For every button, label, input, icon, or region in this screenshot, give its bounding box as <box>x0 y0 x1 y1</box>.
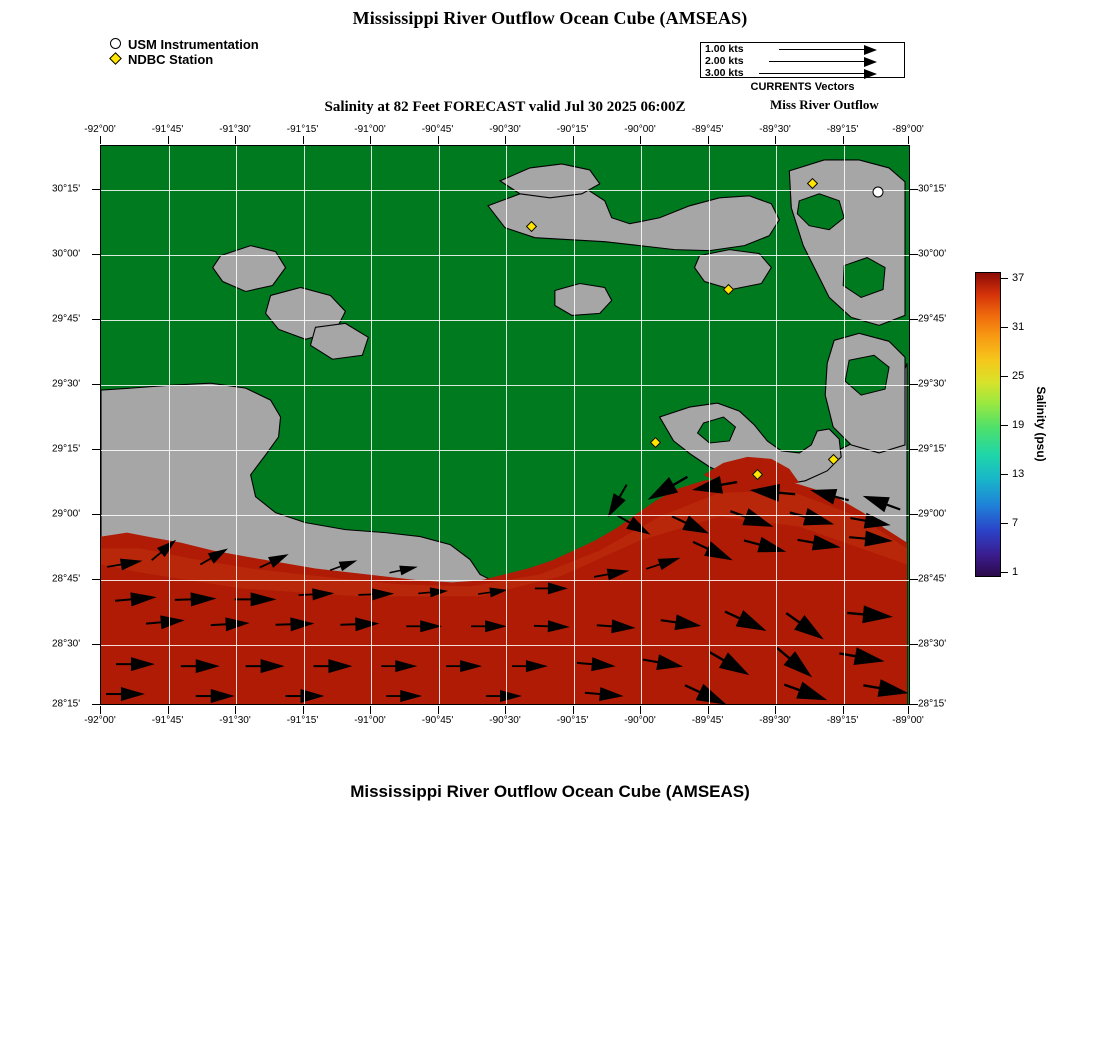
lon-tick-top: -89°45' <box>691 124 724 135</box>
lon-tick-top: -89°30' <box>759 124 791 135</box>
tickmark <box>92 384 100 385</box>
tickmark <box>92 514 100 515</box>
lat-tick-right: 29°30' <box>918 378 947 390</box>
gridline-vertical <box>776 146 777 704</box>
tickmark <box>168 136 169 144</box>
tickmark <box>708 136 709 144</box>
vector-arrowhead-1 <box>864 45 877 55</box>
tickmark <box>92 579 100 580</box>
lat-tick-left: 28°15' <box>52 698 81 710</box>
tickmark <box>92 704 100 705</box>
gridline-horizontal <box>101 255 909 256</box>
lon-tick-bottom: -91°00' <box>354 715 386 726</box>
colorbar-title: Salinity (psu) <box>1034 386 1048 462</box>
map-legend <box>108 37 259 67</box>
lon-tick-bottom: -90°15' <box>556 715 589 726</box>
gridline-horizontal <box>101 645 909 646</box>
outflow-label: Miss River Outflow <box>770 97 879 112</box>
ndbc-station-marker[interactable] <box>650 437 661 448</box>
tickmark <box>303 136 304 144</box>
lon-tick-bottom: -91°45' <box>151 715 184 726</box>
vector-line-3 <box>759 73 864 74</box>
vector-arrowhead-2 <box>864 57 877 67</box>
usm-instrumentation-marker[interactable] <box>873 187 884 198</box>
colorbar-tick-label: 37 <box>1012 272 1025 284</box>
lon-tick-top: -90°15' <box>556 124 589 135</box>
lat-tick-right: 29°15' <box>918 443 947 455</box>
colorbar-tick-label: 1 <box>1012 566 1019 578</box>
vector-key-caption: CURRENTS Vectors <box>750 81 855 93</box>
tickmark <box>370 706 371 714</box>
lat-tick-left: 29°00' <box>52 508 81 520</box>
tickmark <box>92 644 100 645</box>
lon-tick-top: -90°00' <box>624 124 656 135</box>
ndbc-station-marker[interactable] <box>723 284 734 295</box>
tickmark <box>910 319 918 320</box>
lat-tick-left: 29°45' <box>52 313 81 325</box>
footer-title: Mississippi River Outflow Ocean Cube (AMSEAS) <box>350 782 750 801</box>
vector-arrowhead-3 <box>864 69 877 79</box>
gridline-vertical <box>709 146 710 704</box>
tickmark <box>910 514 918 515</box>
lon-tick-top: -90°30' <box>489 124 521 135</box>
salinity-colorbar <box>975 272 1095 584</box>
gridline-vertical <box>574 146 575 704</box>
ndbc-station-marker[interactable] <box>807 178 818 189</box>
lat-tick-right: 28°30' <box>918 638 947 650</box>
ndbc-station-marker[interactable] <box>828 454 839 465</box>
vector-key-label-3: 3.00 kts <box>705 67 744 79</box>
gridline-vertical <box>169 146 170 704</box>
vector-key-row-3 <box>701 67 904 79</box>
lat-tick-left: 29°15' <box>52 443 81 455</box>
tickmark <box>100 136 101 144</box>
gridline-horizontal <box>101 190 909 191</box>
tickmark <box>92 449 100 450</box>
tickmark <box>370 136 371 144</box>
gridline-horizontal <box>101 450 909 451</box>
colorbar-tick-label: 31 <box>1012 321 1025 333</box>
lat-tick-left: 30°15' <box>52 183 81 195</box>
tickmark <box>438 706 439 714</box>
tickmark <box>573 136 574 144</box>
lon-tick-bottom: -90°00' <box>624 715 656 726</box>
tickmark <box>100 706 101 714</box>
ndbc-station-marker[interactable] <box>526 221 537 232</box>
gridline-vertical <box>506 146 507 704</box>
gridline-vertical <box>439 146 440 704</box>
gridline-vertical <box>304 146 305 704</box>
lat-tick-left: 30°00' <box>52 248 81 260</box>
gridline-vertical <box>236 146 237 704</box>
currents-vector-key <box>700 42 905 78</box>
lat-tick-left: 28°45' <box>52 573 81 585</box>
legend-label-ndbc: NDBC Station <box>128 51 214 67</box>
tickmark <box>843 136 844 144</box>
tickmark <box>92 319 100 320</box>
gridline-vertical <box>371 146 372 704</box>
lon-tick-top: -92°00' <box>84 124 116 135</box>
lon-tick-bottom: -90°30' <box>489 715 521 726</box>
tickmark <box>910 189 918 190</box>
map-subtitle: Salinity at 82 Feet FORECAST valid Jul 30 2025 06:00Z <box>324 99 686 115</box>
page-title: Mississippi River Outflow Ocean Cube (AMSEAS) <box>352 8 748 28</box>
colorbar-tick-label: 19 <box>1012 419 1025 431</box>
tickmark <box>908 136 909 144</box>
lon-tick-top: -89°15' <box>826 124 859 135</box>
vector-key-label-1: 1.00 kts <box>705 43 744 55</box>
lat-tick-right: 30°15' <box>918 183 947 195</box>
map-panel[interactable] <box>100 145 910 705</box>
lat-tick-right: 28°45' <box>918 573 947 585</box>
lat-tick-left: 29°30' <box>52 378 81 390</box>
tickmark <box>910 254 918 255</box>
tickmark <box>910 644 918 645</box>
lon-tick-bottom: -89°15' <box>826 715 859 726</box>
gridline-horizontal <box>101 385 909 386</box>
tickmark <box>640 706 641 714</box>
tickmark <box>775 706 776 714</box>
colorbar-gradient <box>975 272 1001 577</box>
tickmark <box>775 136 776 144</box>
lon-tick-top: -91°30' <box>219 124 251 135</box>
map-canvas <box>101 146 909 704</box>
legend-label-usm: USM Instrumentation <box>128 36 259 52</box>
lon-tick-bottom: -89°45' <box>691 715 724 726</box>
tickmark <box>708 706 709 714</box>
tickmark <box>168 706 169 714</box>
gridline-horizontal <box>101 580 909 581</box>
tickmark <box>573 706 574 714</box>
ndbc-station-marker[interactable] <box>752 469 763 480</box>
tickmark <box>910 384 918 385</box>
lat-tick-right: 29°00' <box>918 508 947 520</box>
tickmark <box>843 706 844 714</box>
lat-tick-right: 30°00' <box>918 248 947 260</box>
lon-tick-bottom: -91°15' <box>286 715 319 726</box>
tickmark <box>910 579 918 580</box>
lon-tick-top: -90°45' <box>421 124 454 135</box>
tickmark <box>640 136 641 144</box>
vector-line-1 <box>779 49 864 50</box>
lon-tick-bottom: -89°00' <box>892 715 924 726</box>
legend-item-usm <box>108 37 259 52</box>
tickmark <box>92 254 100 255</box>
lat-tick-right: 28°15' <box>918 698 947 710</box>
diamond-icon <box>108 52 126 67</box>
tickmark <box>505 706 506 714</box>
vector-line-2 <box>769 61 864 62</box>
tickmark <box>910 704 918 705</box>
tickmark <box>505 136 506 144</box>
lon-tick-bottom: -89°30' <box>759 715 791 726</box>
tickmark <box>235 706 236 714</box>
vector-key-row-2 <box>701 55 904 67</box>
lon-tick-top: -91°45' <box>151 124 184 135</box>
tickmark <box>908 706 909 714</box>
legend-item-ndbc <box>108 52 259 67</box>
tickmark <box>303 706 304 714</box>
lon-tick-bottom: -92°00' <box>84 715 116 726</box>
vector-key-row-1 <box>701 43 904 55</box>
gridline-horizontal <box>101 320 909 321</box>
gridline-vertical <box>641 146 642 704</box>
colorbar-tick-label: 7 <box>1012 517 1019 529</box>
tickmark <box>235 136 236 144</box>
lon-tick-bottom: -91°30' <box>219 715 251 726</box>
lon-tick-top: -89°00' <box>892 124 924 135</box>
lon-tick-top: -91°15' <box>286 124 319 135</box>
lat-tick-left: 28°30' <box>52 638 81 650</box>
colorbar-tick-label: 13 <box>1012 468 1025 480</box>
gridline-vertical <box>844 146 845 704</box>
tickmark <box>92 189 100 190</box>
lon-tick-top: -91°00' <box>354 124 386 135</box>
colorbar-tick-label: 25 <box>1012 370 1025 382</box>
tickmark <box>910 449 918 450</box>
lon-tick-bottom: -90°45' <box>421 715 454 726</box>
tickmark <box>438 136 439 144</box>
lat-tick-right: 29°45' <box>918 313 947 325</box>
vector-key-label-2: 2.00 kts <box>705 55 744 67</box>
circle-icon <box>108 37 126 52</box>
gridline-horizontal <box>101 515 909 516</box>
